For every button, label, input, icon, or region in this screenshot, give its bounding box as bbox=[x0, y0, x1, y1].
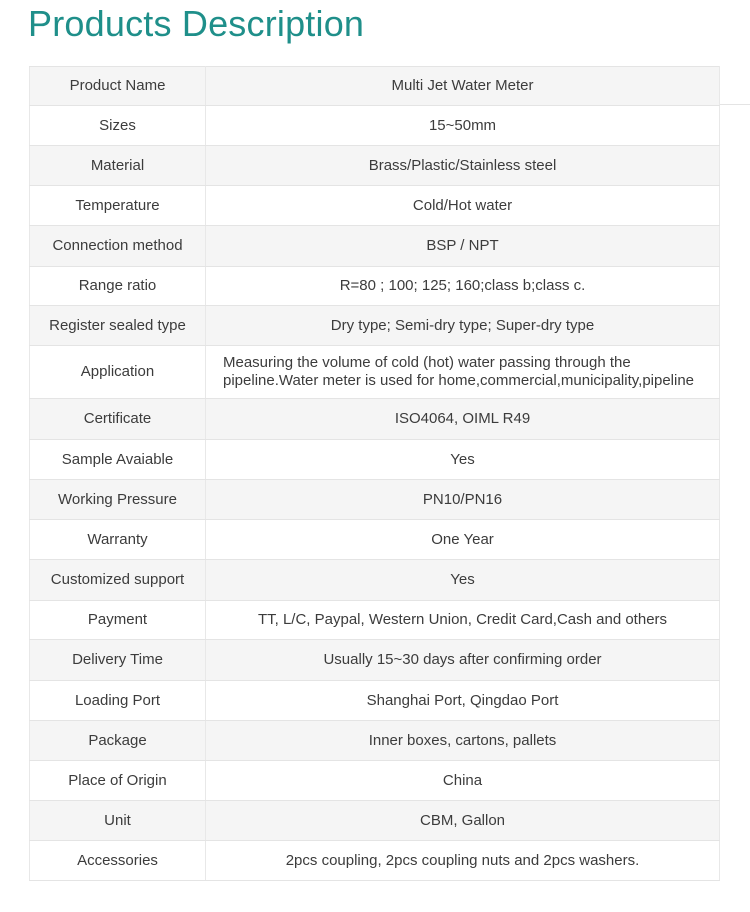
row-label: Warranty bbox=[30, 520, 206, 560]
table-row-package bbox=[30, 721, 720, 761]
table-row-range-ratio bbox=[30, 267, 720, 306]
product-spec-table bbox=[29, 66, 720, 881]
table-row-customized-support bbox=[30, 560, 720, 601]
row-value: TT, L/C, Paypal, Western Union, Credit Card,Cash and others bbox=[206, 601, 720, 640]
row-label: Delivery Time bbox=[30, 640, 206, 681]
table-row-register-sealed-type bbox=[30, 306, 720, 346]
table-row-certificate bbox=[30, 399, 720, 440]
row-value: Dry type; Semi-dry type; Super-dry type bbox=[206, 306, 720, 346]
row-value: Brass/Plastic/Stainless steel bbox=[206, 146, 720, 186]
row-label: Accessories bbox=[30, 841, 206, 881]
row-label: Package bbox=[30, 721, 206, 761]
row-label: Customized support bbox=[30, 560, 206, 601]
row-value: Inner boxes, cartons, pallets bbox=[206, 721, 720, 761]
table-row-accessories bbox=[30, 841, 720, 881]
row-value: PN10/PN16 bbox=[206, 480, 720, 520]
row-value: Cold/Hot water bbox=[206, 186, 720, 226]
row-label: Register sealed type bbox=[30, 306, 206, 346]
row-label: Application bbox=[30, 346, 206, 399]
row-value: Measuring the volume of cold (hot) water passing through the pipeline.Water meter is used for home,commercial,municipality,pipeline bbox=[206, 346, 720, 399]
row-value: Yes bbox=[206, 560, 720, 601]
row-value: BSP / NPT bbox=[206, 226, 720, 267]
table-row-payment bbox=[30, 601, 720, 640]
row-label: Payment bbox=[30, 601, 206, 640]
row-label: Working Pressure bbox=[30, 480, 206, 520]
row-label: Sizes bbox=[30, 106, 206, 146]
table-row-sizes bbox=[30, 106, 720, 146]
table-row-working-pressure bbox=[30, 480, 720, 520]
table-row-loading-port bbox=[30, 681, 720, 721]
row-value: R=80 ; 100; 125; 160;class b;class c. bbox=[206, 267, 720, 306]
row-label: Range ratio bbox=[30, 267, 206, 306]
row-value: Shanghai Port, Qingdao Port bbox=[206, 681, 720, 721]
row-value: China bbox=[206, 761, 720, 801]
row-label: Unit bbox=[30, 801, 206, 841]
table-row-material bbox=[30, 146, 720, 186]
divider bbox=[720, 104, 750, 105]
row-value: 2pcs coupling, 2pcs coupling nuts and 2pcs washers. bbox=[206, 841, 720, 881]
row-value: CBM, Gallon bbox=[206, 801, 720, 841]
table-row-warranty bbox=[30, 520, 720, 560]
row-value: ISO4064, OIML R49 bbox=[206, 399, 720, 440]
table-row-temperature bbox=[30, 186, 720, 226]
row-label: Sample Avaiable bbox=[30, 440, 206, 480]
row-label: Connection method bbox=[30, 226, 206, 267]
row-label: Temperature bbox=[30, 186, 206, 226]
table-row-delivery-time bbox=[30, 640, 720, 681]
page-title: Products Description bbox=[28, 3, 365, 44]
table-row-unit bbox=[30, 801, 720, 841]
row-value: One Year bbox=[206, 520, 720, 560]
row-label: Product Name bbox=[30, 67, 206, 106]
table-row-product-name bbox=[30, 67, 720, 106]
table-row-sample-avaiable bbox=[30, 440, 720, 480]
row-value: Usually 15~30 days after confirming order bbox=[206, 640, 720, 681]
table-row-connection-method bbox=[30, 226, 720, 267]
row-label: Certificate bbox=[30, 399, 206, 440]
row-value: 15~50mm bbox=[206, 106, 720, 146]
row-label: Loading Port bbox=[30, 681, 206, 721]
row-value: Yes bbox=[206, 440, 720, 480]
table-row-place-of-origin bbox=[30, 761, 720, 801]
row-label: Material bbox=[30, 146, 206, 186]
row-label: Place of Origin bbox=[30, 761, 206, 801]
table-row-application bbox=[30, 346, 720, 399]
row-value: Multi Jet Water Meter bbox=[206, 67, 720, 106]
